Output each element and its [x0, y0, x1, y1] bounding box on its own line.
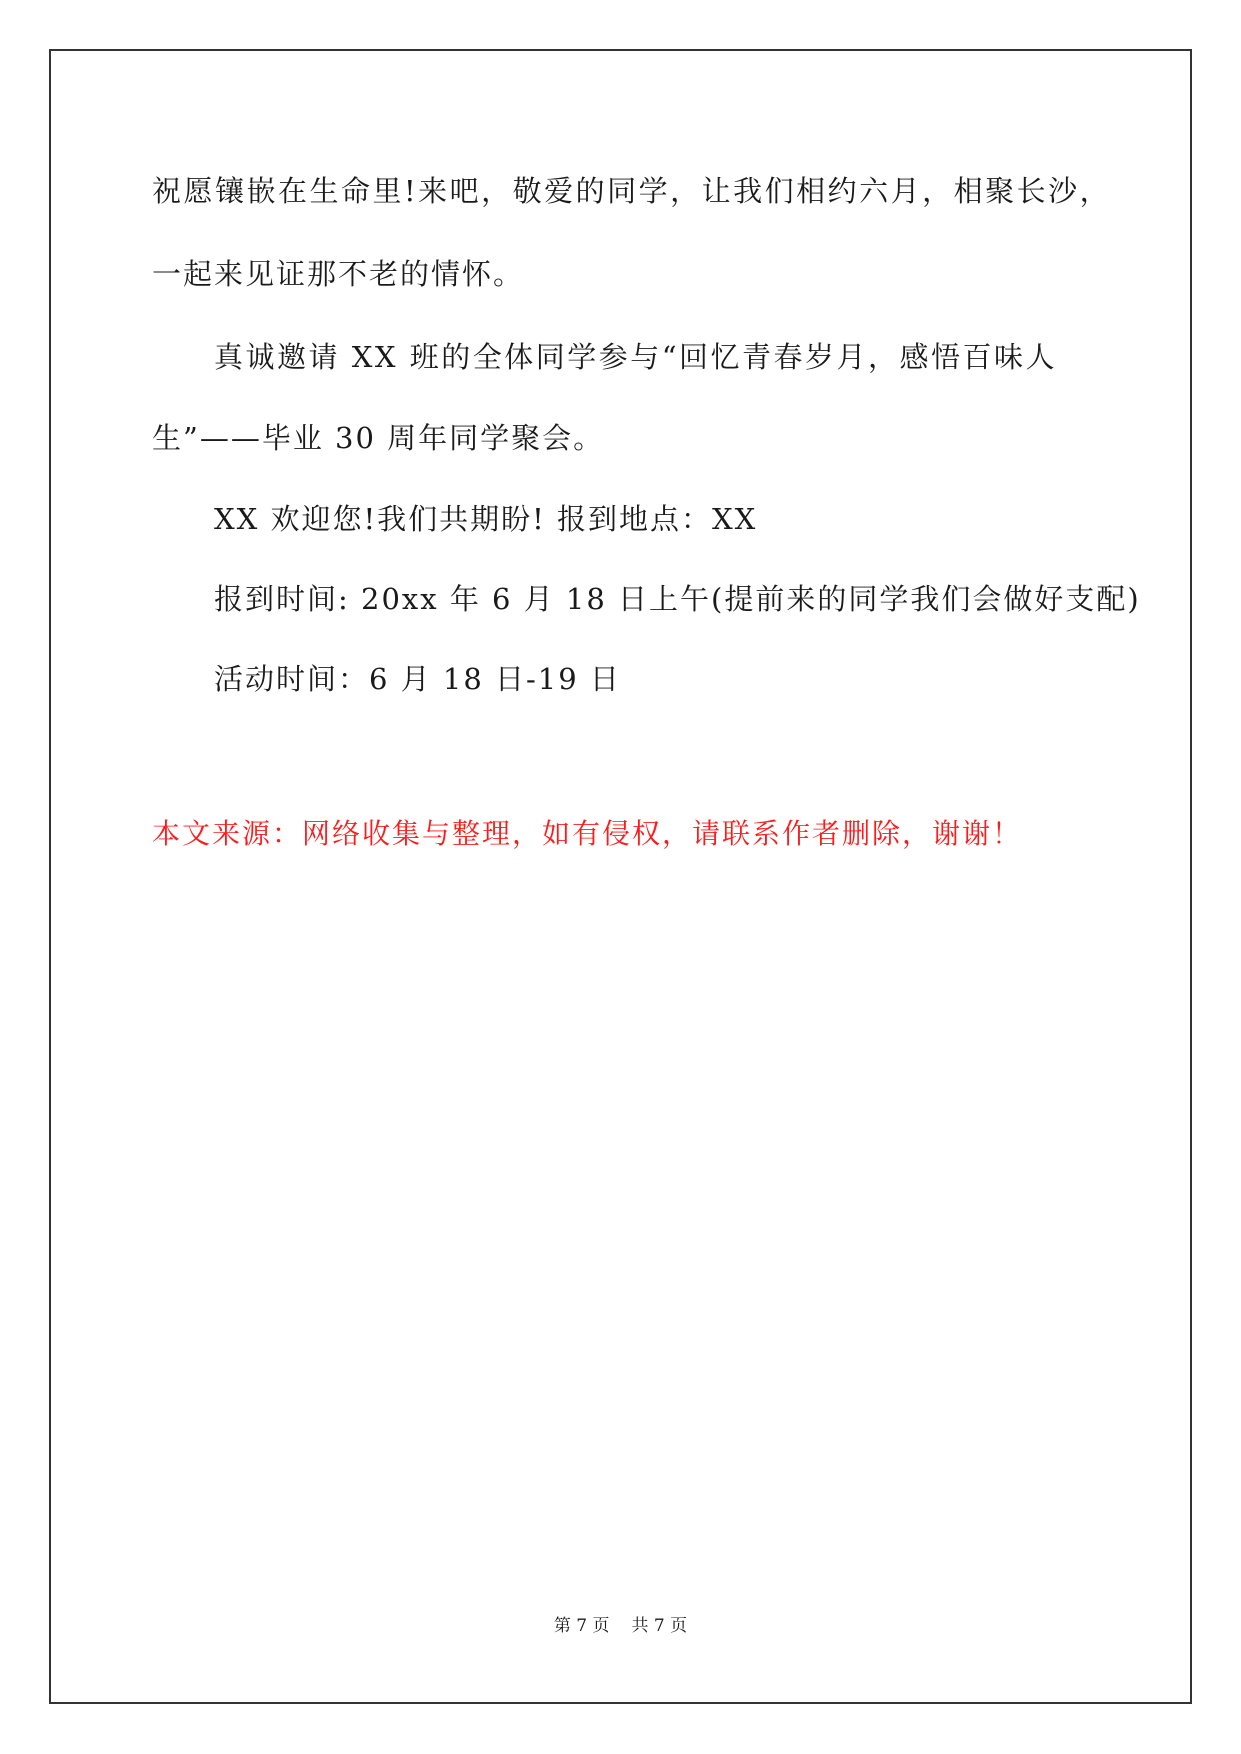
page-number-total: 共 7 页 [631, 1616, 688, 1636]
page-footer [0, 1616, 1241, 1636]
page-number-current: 第 7 页 [553, 1616, 610, 1636]
welcome-line: XX 欢迎您!我们共期盼! 报到地点：XX [214, 502, 758, 536]
page-border [49, 49, 1192, 1704]
body-paragraph-1-line-1: 祝愿镶嵌在生命里!来吧，敬爱的同学，让我们相约六月，相聚长沙， [152, 174, 1112, 208]
checkin-time-line: 报到时间: 20xx 年 6 月 18 日上午(提前来的同学我们会做好支配) [214, 582, 1141, 616]
body-paragraph-2-line-1: 真诚邀请 XX 班的全体同学参与“回忆青春岁月，感悟百味人 [214, 340, 1058, 374]
source-notice: 本文来源：网络收集与整理，如有侵权，请联系作者删除，谢谢！ [152, 817, 1023, 850]
body-paragraph-2-line-2: 生”——毕业 30 周年同学聚会。 [152, 421, 605, 455]
activity-time-line: 活动时间：6 月 18 日-19 日 [214, 662, 621, 696]
body-paragraph-1-line-2: 一起来见证那不老的情怀。 [152, 257, 525, 291]
